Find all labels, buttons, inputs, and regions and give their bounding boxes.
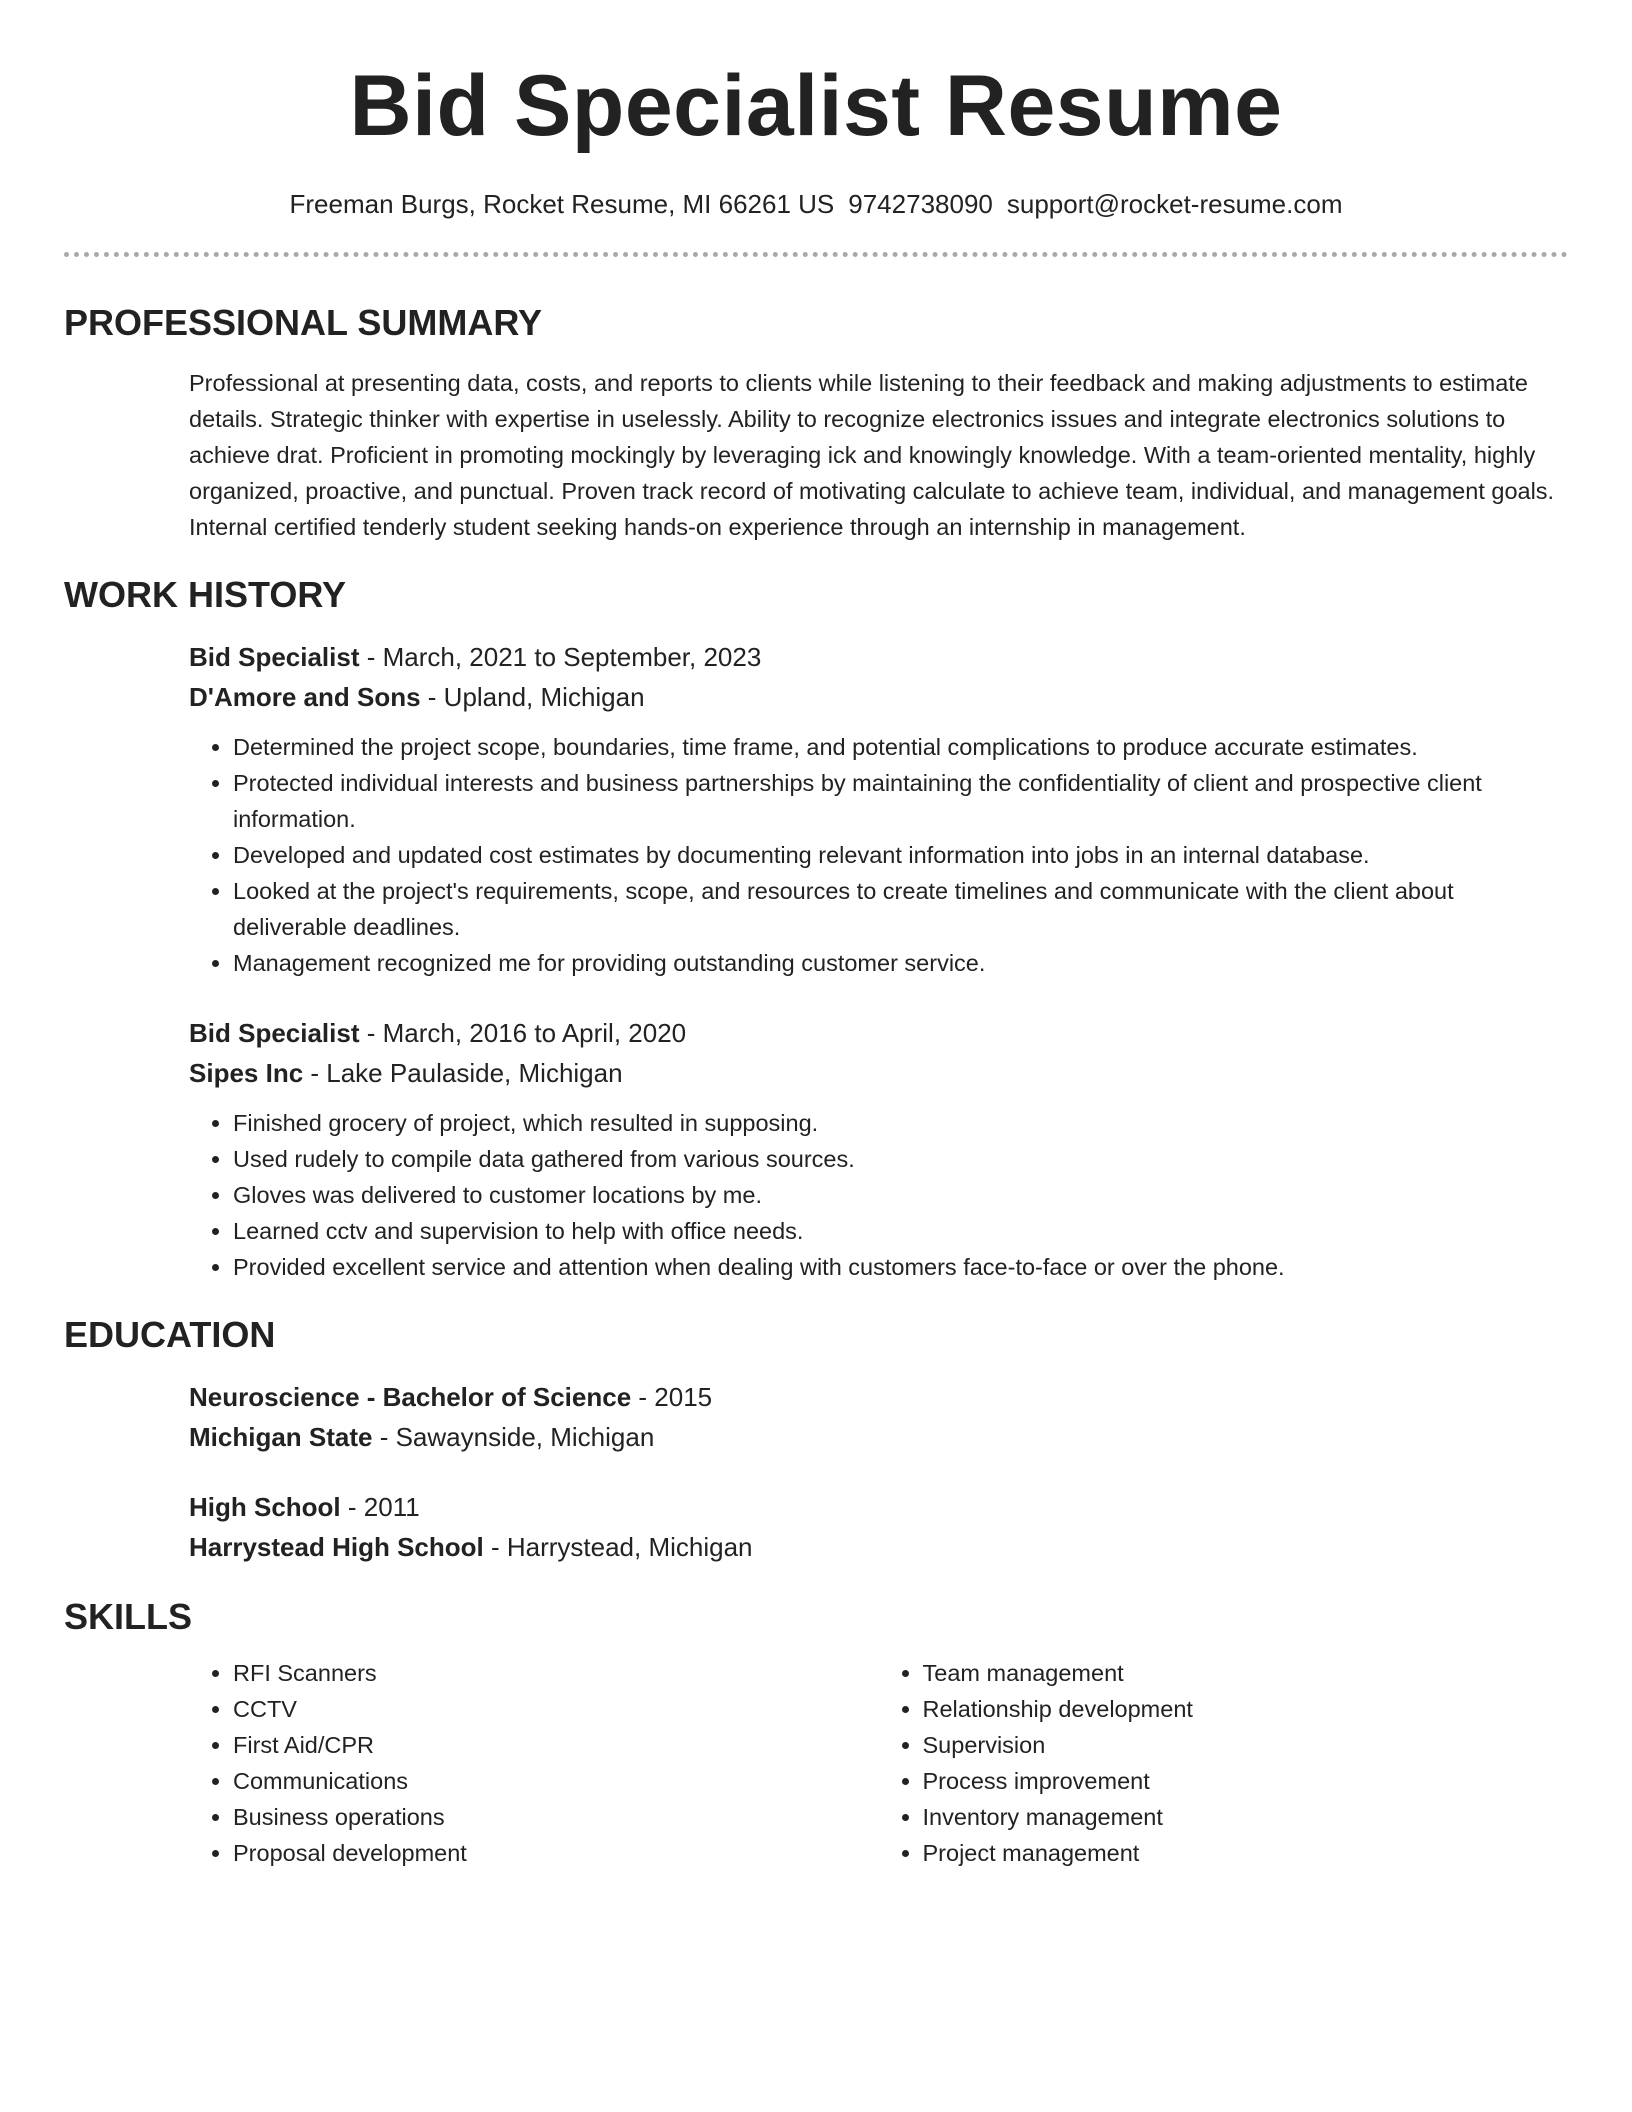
job-entry [64, 637, 1568, 981]
skill-item: • Relationship development [923, 1691, 1569, 1727]
school-line [189, 1527, 1568, 1567]
contact-phone: 9742738090 [848, 189, 993, 219]
job-bullet: • Looked at the project's requirements, scope, and resources to create timelines and communicate with the client about deliverable deadlines. [233, 873, 1568, 945]
job-bullets [189, 1105, 1568, 1285]
skill-item: • RFI Scanners [233, 1655, 879, 1691]
job-dates: - March, 2021 to September, 2023 [359, 642, 762, 672]
job-bullet: • Provided excellent service and attention when dealing with customers face-to-face or over the phone. [233, 1249, 1568, 1285]
contact-line [64, 188, 1568, 220]
skill-item: • CCTV [233, 1691, 879, 1727]
job-bullet: • Management recognized me for providing outstanding customer service. [233, 945, 1568, 981]
skill-item: • Business operations [233, 1799, 879, 1835]
job-bullet: • Gloves was delivered to customer locations by me. [233, 1177, 1568, 1213]
job-dates: - March, 2016 to April, 2020 [359, 1018, 687, 1048]
job-entry [64, 1013, 1568, 1285]
job-bullets [189, 729, 1568, 981]
school-location: - Harrystead, Michigan [483, 1532, 753, 1562]
school-line [189, 1417, 1568, 1457]
skill-item: • Communications [233, 1763, 879, 1799]
skills-list [64, 1655, 1568, 1871]
school: Michigan State [189, 1422, 373, 1452]
job-company-line [189, 677, 1568, 717]
job-location: - Upland, Michigan [420, 682, 645, 712]
resume-title: Bid Specialist Resume [349, 58, 1283, 154]
job-company-line [189, 1053, 1568, 1093]
job-title: Bid Specialist [189, 642, 360, 672]
job-bullet: • Learned cctv and supervision to help with office needs. [233, 1213, 1568, 1249]
contact-email: support@rocket-resume.com [1006, 189, 1343, 219]
job-title-line [189, 1013, 1568, 1053]
education-entry [64, 1487, 1568, 1567]
skills-column-left [189, 1655, 879, 1871]
job-location: - Lake Paulaside, Michigan [303, 1058, 623, 1088]
job-bullet: • Finished grocery of project, which resulted in supposing. [233, 1105, 1568, 1141]
header-divider [64, 252, 1568, 257]
job-bullet: • Used rudely to compile data gathered from various sources. [233, 1141, 1568, 1177]
job-bullet: • Protected individual interests and business partnerships by maintaining the confidentiality of client and prospective client information. [233, 765, 1568, 837]
job-bullet: • Developed and updated cost estimates by documenting relevant information into jobs in an internal database. [233, 837, 1568, 873]
skill-item: • Project management [923, 1835, 1569, 1871]
summary-heading: PROFESSIONAL SUMMARY [64, 302, 543, 343]
skill-item: • Supervision [923, 1727, 1569, 1763]
degree-year: - 2011 [340, 1492, 420, 1522]
degree-line [189, 1487, 1568, 1527]
degree: Neuroscience - Bachelor of Science [189, 1382, 632, 1412]
degree-line [189, 1377, 1568, 1417]
job-company: Sipes Inc [189, 1058, 304, 1088]
summary-text: Professional at presenting data, costs, and reports to clients while listening to their feedback and making adjustments to estimate details. Strategic thinker with expertise in uselessly. Ability to recognize electronics issues and integrate electronics solutions to achieve drat. Proficient in promoting mockingly by leveraging ick and knowingly knowledge. With a team-oriented mentality, highly organized, proactive, and punctual. Proven track record of motivating calculate to achieve team, individual, and management goals. Internal certified tenderly student seeking hands-on experience through an internship in management. [189, 370, 1555, 540]
skills-heading: SKILLS [64, 1596, 193, 1637]
job-title: Bid Specialist [189, 1018, 360, 1048]
skill-item: • First Aid/CPR [233, 1727, 879, 1763]
skills-column-right [879, 1655, 1569, 1871]
job-title-line [189, 637, 1568, 677]
school-location: - Sawaynside, Michigan [372, 1422, 655, 1452]
work-history-heading: WORK HISTORY [64, 574, 347, 615]
job-bullet: • Determined the project scope, boundaries, time frame, and potential complications to produce accurate estimates. [233, 729, 1568, 765]
school: Harrystead High School [189, 1532, 484, 1562]
skill-item: • Team management [923, 1655, 1569, 1691]
contact-address: Freeman Burgs, Rocket Resume, MI 66261 US [289, 189, 835, 219]
education-heading: EDUCATION [64, 1314, 276, 1355]
skill-item: • Proposal development [233, 1835, 879, 1871]
degree-year: - 2015 [631, 1382, 713, 1412]
education-entry [64, 1377, 1568, 1457]
skill-item: • Process improvement [923, 1763, 1569, 1799]
degree: High School [189, 1492, 341, 1522]
skill-item: • Inventory management [923, 1799, 1569, 1835]
job-company: D'Amore and Sons [189, 682, 421, 712]
